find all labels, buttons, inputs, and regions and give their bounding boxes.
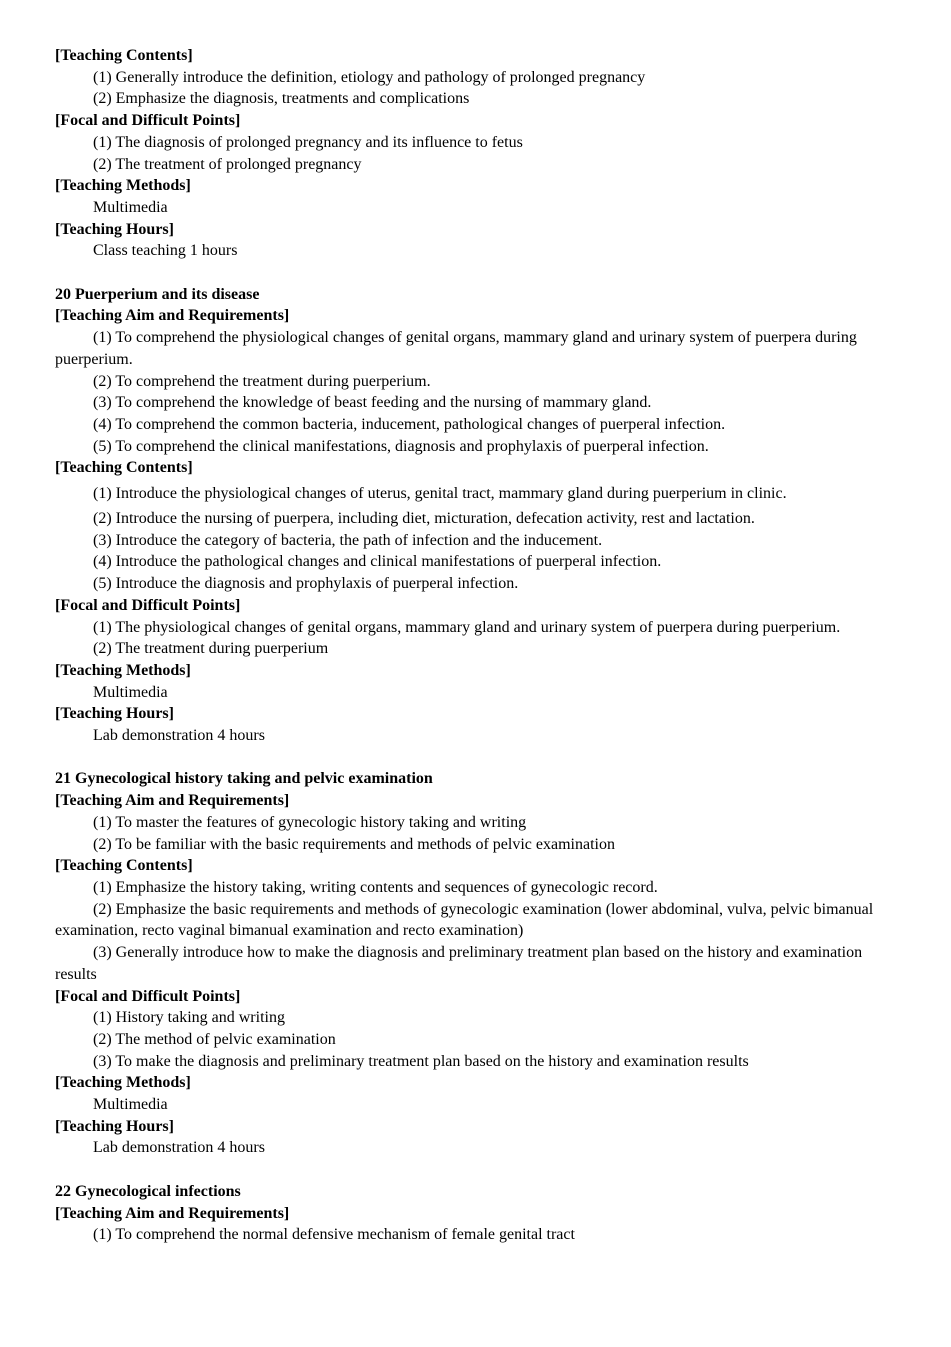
- content-item: (5) Introduce the diagnosis and prophylaxis of puerperal infection.: [93, 575, 519, 593]
- section-spacer: [55, 747, 900, 769]
- teaching-hours-text: Lab demonstration 4 hours: [93, 1139, 265, 1157]
- teaching-methods-heading: [Teaching Methods]: [55, 661, 191, 679]
- section-title: 20 Puerperium and its disease: [55, 285, 260, 303]
- content-item: (4) Introduce the pathological changes and clinical manifestations of puerperal infection.: [93, 553, 662, 571]
- aim-item: (5) To comprehend the clinical manifestations, diagnosis and prophylaxis of puerperal infection.: [93, 437, 709, 455]
- aim-item: (1) To master the features of gynecologic history taking and writing: [93, 813, 527, 831]
- content-item: (1) Emphasize the history taking, writing contents and sequences of gynecologic record.: [93, 878, 658, 896]
- focal-item: (1) History taking and writing: [93, 1009, 285, 1027]
- aim-item: (2) To be familiar with the basic requirements and methods of pelvic examination: [93, 835, 615, 853]
- focal-item: (3) To make the diagnosis and preliminary treatment plan based on the history and examination results: [93, 1052, 749, 1070]
- aim-item: (1) To comprehend the normal defensive mechanism of female genital tract: [93, 1226, 575, 1244]
- teaching-contents-heading: [Teaching Contents]: [55, 47, 193, 64]
- aim-heading: [Teaching Aim and Requirements]: [55, 1204, 290, 1222]
- aim-item: (4) To comprehend the common bacteria, inducement, pathological changes of puerperal infection.: [93, 415, 726, 433]
- aim-heading: [Teaching Aim and Requirements]: [55, 792, 290, 810]
- focal-item: (2) The treatment during puerperium: [93, 640, 329, 658]
- content-item: (2) Emphasize the diagnosis, treatments and complications: [93, 90, 470, 108]
- focal-item: (1) The physiological changes of genital organs, mammary gland and urinary system of puerpera during puerperium.: [93, 618, 841, 636]
- document-page: [55, 45, 900, 1246]
- focal-points-heading: [Focal and Difficult Points]: [55, 596, 241, 614]
- content-item: (3) Introduce the category of bacteria, the path of infection and the inducement.: [93, 531, 603, 549]
- teaching-hours-text: Class teaching 1 hours: [93, 242, 238, 260]
- teaching-hours-heading: [Teaching Hours]: [55, 1117, 174, 1135]
- teaching-contents-heading: [Teaching Contents]: [55, 459, 193, 477]
- teaching-hours-text: Lab demonstration 4 hours: [93, 727, 265, 745]
- focal-points-heading: [Focal and Difficult Points]: [55, 112, 241, 130]
- section-spacer: [55, 1159, 900, 1181]
- aim-item: (3) To comprehend the knowledge of beast feeding and the nursing of mammary gland.: [93, 394, 652, 412]
- teaching-methods-text: Multimedia: [93, 1096, 168, 1114]
- focal-item: (2) The method of pelvic examination: [93, 1030, 336, 1048]
- aim-item: (1) To comprehend the physiological changes of genital organs, mammary gland and urinary system of puerpera during puerperium.: [55, 329, 857, 368]
- teaching-contents-heading: [Teaching Contents]: [55, 857, 193, 875]
- focal-item: (2) The treatment of prolonged pregnancy: [93, 155, 362, 173]
- teaching-methods-text: Multimedia: [93, 198, 168, 216]
- focal-points-heading: [Focal and Difficult Points]: [55, 987, 241, 1005]
- content-item: (1) Introduce the physiological changes of uterus, genital tract, mammary gland during puerperium in clinic.: [93, 485, 787, 503]
- teaching-methods-text: Multimedia: [93, 683, 168, 701]
- teaching-methods-heading: [Teaching Methods]: [55, 1074, 191, 1092]
- content-item: (2) Introduce the nursing of puerpera, including diet, micturation, defecation activity, rest and lactation.: [93, 510, 755, 528]
- teaching-hours-heading: [Teaching Hours]: [55, 220, 174, 238]
- content-item: (2) Emphasize the basic requirements and methods of gynecologic examination (lower abdominal, vulva, pelvic bimanual examination, recto vaginal bimanual examination and recto examination): [55, 900, 874, 940]
- aim-item: (2) To comprehend the treatment during puerperium.: [93, 372, 431, 390]
- content-item: (3) Generally introduce how to make the diagnosis and preliminary treatment plan based on the history and examination results: [55, 944, 863, 983]
- section-title: 21 Gynecological history taking and pelvic examination: [55, 770, 433, 788]
- aim-heading: [Teaching Aim and Requirements]: [55, 307, 290, 325]
- teaching-methods-heading: [Teaching Methods]: [55, 177, 191, 195]
- content-item: (1) Generally introduce the definition, etiology and pathology of prolonged pregnancy: [93, 68, 646, 86]
- teaching-hours-heading: [Teaching Hours]: [55, 705, 174, 723]
- section-title: 22 Gynecological infections: [55, 1182, 241, 1200]
- focal-item: (1) The diagnosis of prolonged pregnancy and its influence to fetus: [93, 133, 523, 151]
- section-spacer: [55, 262, 900, 284]
